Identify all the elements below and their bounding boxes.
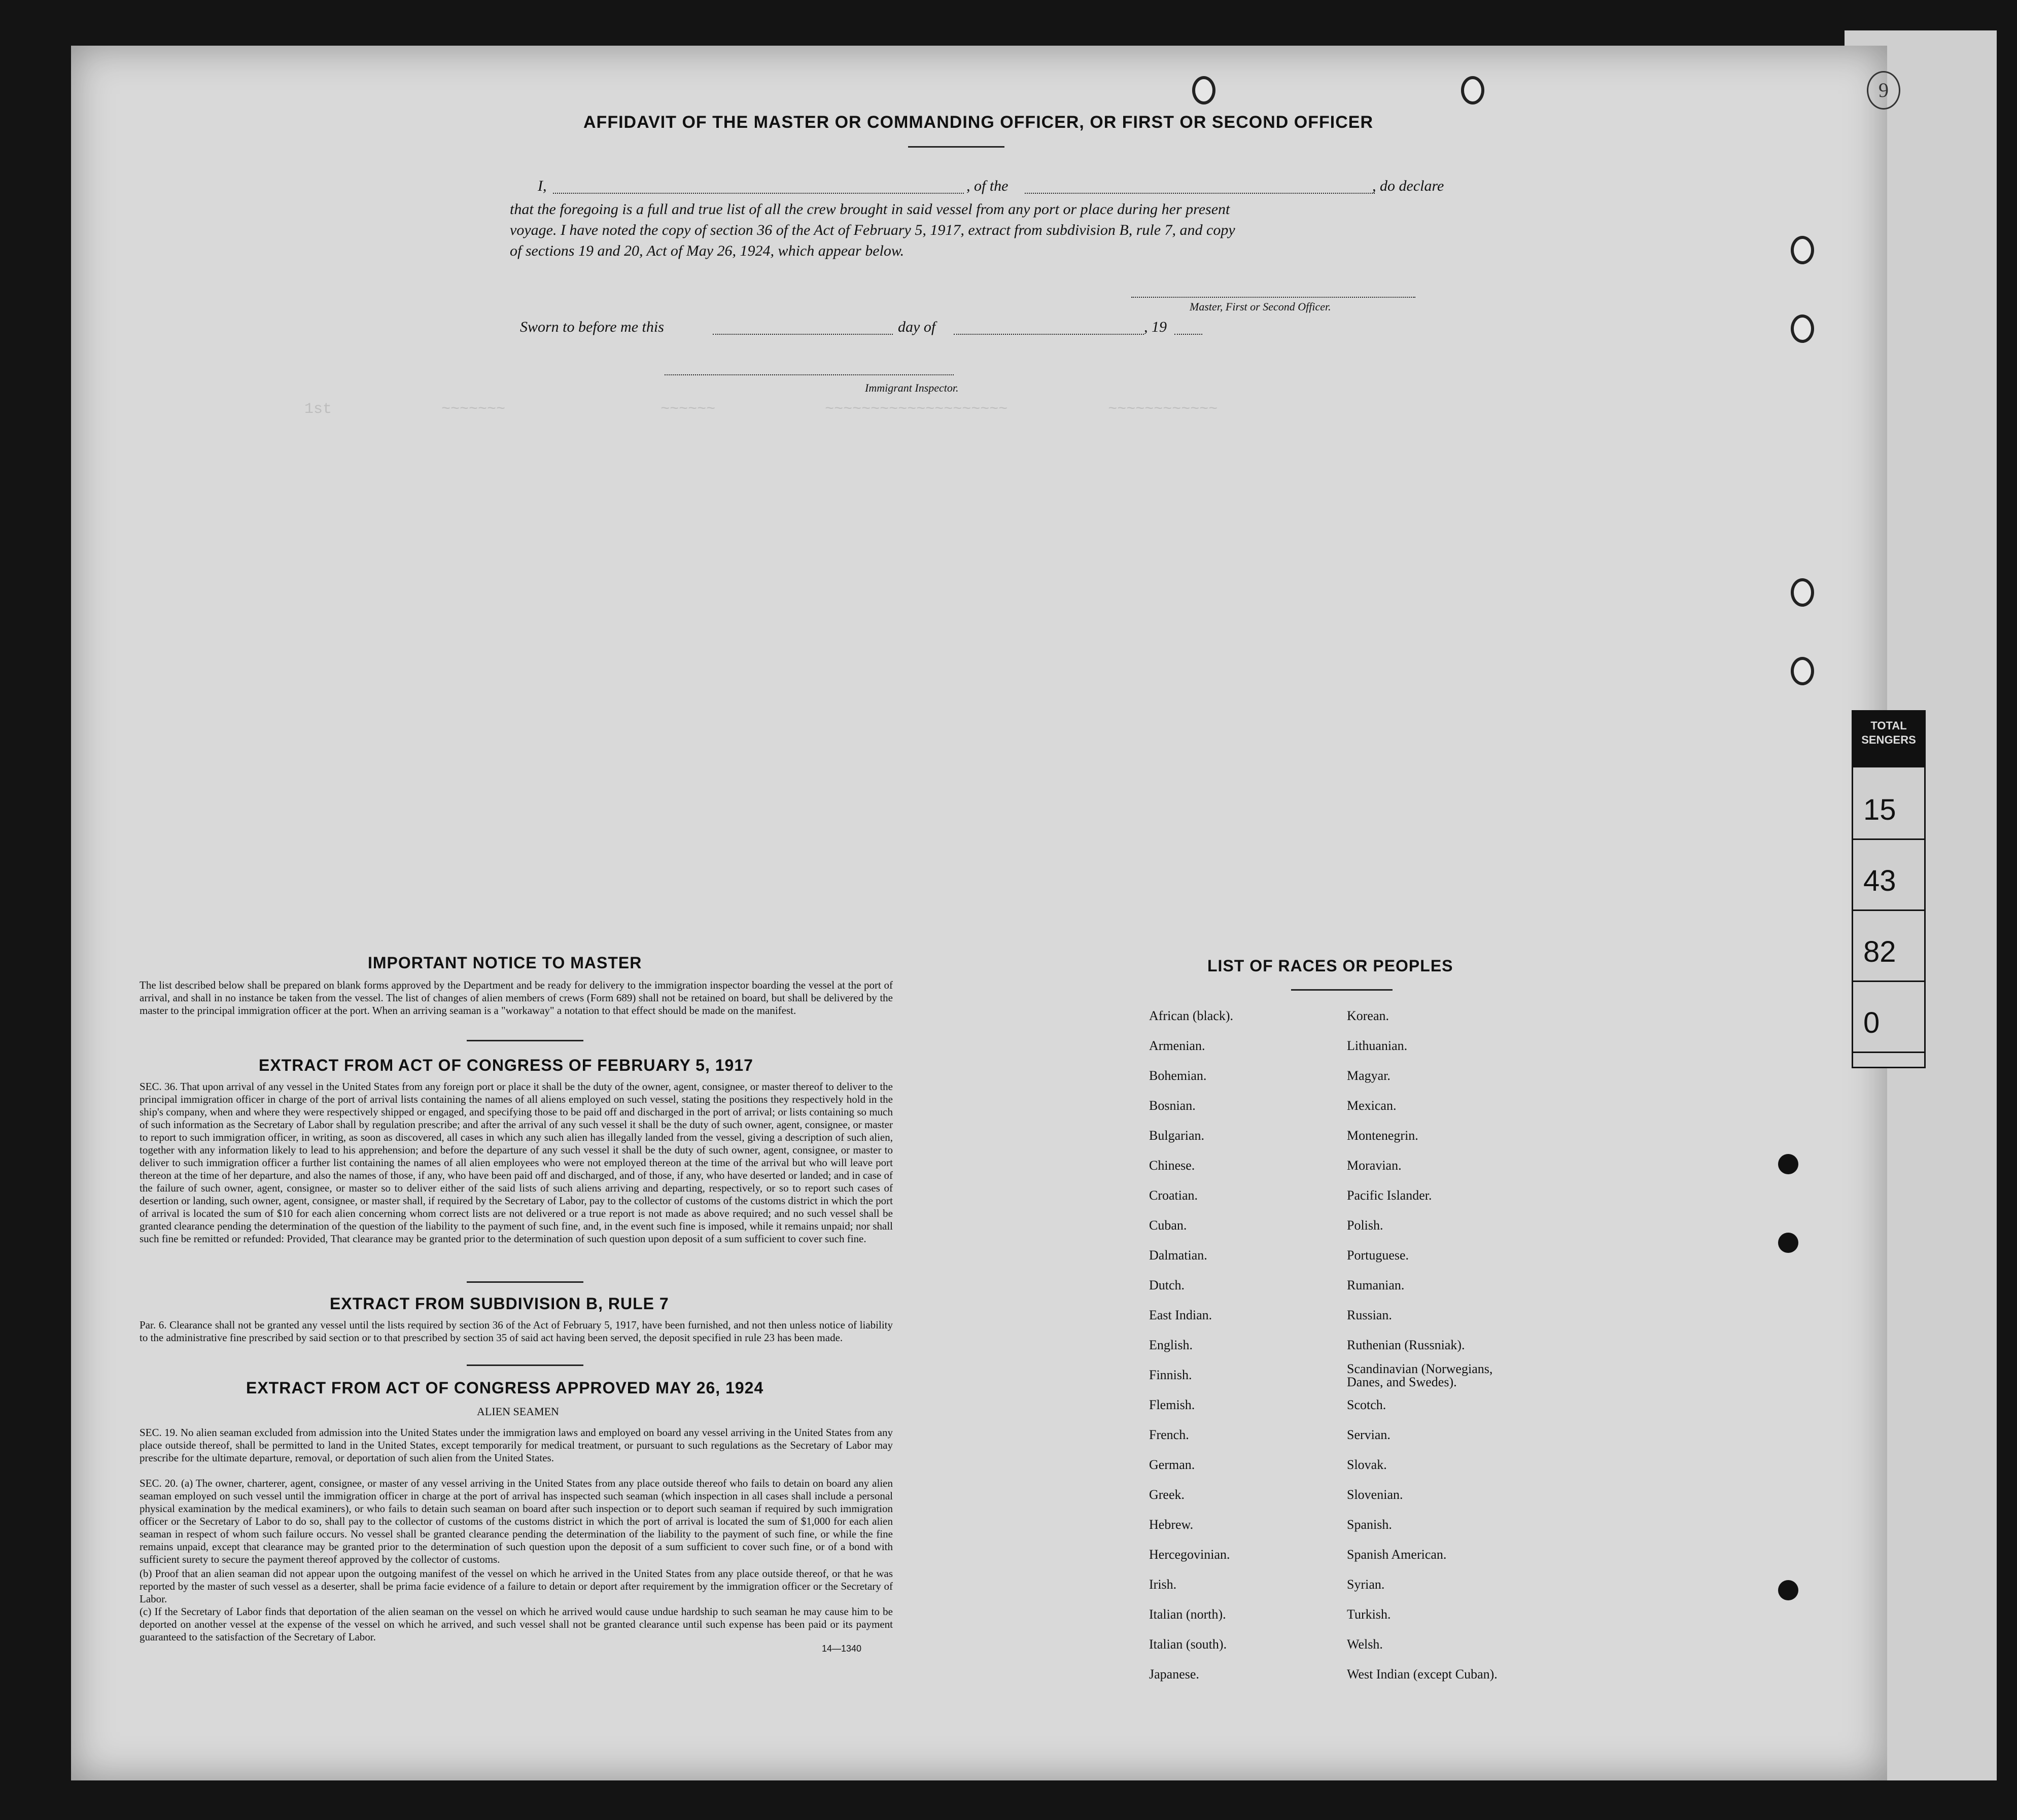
punch-dot [1778, 1580, 1798, 1600]
race-item: Japanese. [1149, 1667, 1199, 1682]
race-item: Pacific Islander. [1347, 1188, 1432, 1203]
day-of-label: day of [898, 319, 936, 335]
race-item: Bosnian. [1149, 1098, 1196, 1113]
punch-dot [1778, 1233, 1798, 1253]
race-item: French. [1149, 1427, 1189, 1442]
race-item: Turkish. [1347, 1607, 1391, 1622]
race-item: Bulgarian. [1149, 1128, 1205, 1143]
sworn-label: Sworn to before me this [520, 319, 664, 335]
race-item: Bohemian. [1149, 1068, 1207, 1083]
notice-title: IMPORTANT NOTICE TO MASTER [368, 954, 642, 972]
corner-mark: 9 [1867, 71, 1900, 110]
tally-divider [1853, 909, 1924, 911]
race-item: Ruthenian (Russniak). [1347, 1338, 1465, 1352]
notice-body: The list described below shall be prepared on blank forms approved by the Department and be ready for delivery to the immigration inspector boarding the vessel at the port of arrival, and shall in no instance be taken from the vessel. The list of changes of alien members of crews (Form 689) shall not be retained on board, but shall be delivered by the master to the principal immigration officer at the port. When an arriving seaman is a "workaway" a notation to that effect should be made on the manifest. [140, 979, 893, 1017]
race-item: West Indian (except Cuban). [1347, 1667, 1498, 1682]
race-item: Hercegovinian. [1149, 1547, 1230, 1562]
affidavit-title: AFFIDAVIT OF THE MASTER OR COMMANDING OFFICER, OR FIRST OR SECOND OFFICER [583, 113, 1373, 132]
race-item: Italian (north). [1149, 1607, 1226, 1622]
vessel-blank [1025, 193, 1375, 194]
race-item: Greek. [1149, 1487, 1185, 1502]
sworn-day-blank [713, 334, 893, 335]
race-item: German. [1149, 1457, 1195, 1472]
race-item: Russian. [1347, 1308, 1392, 1322]
extract-1917-body: SEC. 36. That upon arrival of any vessel in the United States from any foreign port or place it shall be the duty of the owner, agent, consignee, or master thereof to deliver to the principal immigration officer in charge of the port of arrival lists containing the names of all aliens employed on such vessel, stating the positions they respectively hold in the ship's company, when and where they were respectively shipped or engaged, and specifying those to be paid off and discharged in the port of arrival; or lists containing so much of such information as the Secretary of Labor shall by regulation prescribe; and after the arrival of any such vessel it shall be the duty of such owner, agent, consignee, or master to report to such immigration officer, in writing, as soon as discovered, all cases in which any such alien has illegally landed from the vessel, giving a description of such alien, together with any information likely to lead to his apprehension; and before the departure of any such vessel it shall be the duty of such owner, agent, consignee, or master to deliver to such immigration officer a further list containing the names of all alien employees who were not employed thereon at the time of the arrival but who will leave port thereon at the time of her departure, and also the names of those, if any, who have been paid off and discharged, and of those, if any, who have deserted or landed; and in case of the failure of such owner, agent, consignee, or master so to deliver either of the said lists of such aliens arriving and departing, respectively, or so to report such cases of desertion or landing, such owner, agent, consignee, or master shall, if required by the Secretary of Labor, pay to the collector of customs of the customs district in which the port of arrival is located the sum of $10 for each alien concerning whom correct lists are not delivered or a true report is not made as above required; and no such vessel shall be granted clearance pending the determination of the question of the liability to the payment of such fine, and, in the event such fine is imposed, while it remains unpaid; nor shall such fine be remitted or refunded: Provided, That clearance may be granted prior to the determination of such question upon deposit of a sum sufficient to cover such fine. [140, 1080, 893, 1245]
race-item: Spanish American. [1347, 1547, 1447, 1562]
race-item: Chinese. [1149, 1158, 1195, 1173]
race-item: Scandinavian (Norwegians, Danes, and Swedes). [1347, 1361, 1493, 1389]
race-item: Polish. [1347, 1218, 1383, 1233]
rule7-title: EXTRACT FROM SUBDIVISION B, RULE 7 [330, 1294, 669, 1313]
year-blank [1174, 334, 1202, 335]
affidavit-line2: that the foregoing is a full and true list of all the crew brought in said vessel from any port or place during her present [510, 201, 1230, 218]
inspector-signature-line [665, 374, 954, 375]
races-title-rule [1291, 989, 1393, 991]
section-rule [467, 1364, 583, 1366]
race-item: Mexican. [1347, 1098, 1397, 1113]
binder-hole [1461, 76, 1484, 104]
binder-hole [1791, 578, 1814, 607]
punch-dot [1778, 1154, 1798, 1174]
race-item: East Indian. [1149, 1308, 1212, 1322]
affidavit-line4: of sections 19 and 20, Act of May 26, 1924, which appear below. [510, 242, 905, 259]
race-item: Flemish. [1149, 1397, 1195, 1412]
extract-1924-subtitle: ALIEN SEAMEN [477, 1405, 559, 1418]
race-item: English. [1149, 1338, 1193, 1352]
race-item: Welsh. [1347, 1637, 1383, 1652]
name-blank [553, 193, 964, 194]
affidavit-do-declare: , do declare [1372, 178, 1444, 194]
race-item: Lithuanian. [1347, 1038, 1408, 1053]
race-item: Montenegrin. [1347, 1128, 1418, 1143]
race-item: Dalmatian. [1149, 1248, 1207, 1263]
sec19-body: SEC. 19. No alien seaman excluded from admission into the United States under the immigration laws and employed on board any vessel arriving in the United States from any place outside thereof, shall be permitted to land in the United States, except temporarily for medical treatment, or pursuant to such regulations as the Secretary of Labor may prescribe for the ultimate departure, removal, or deportation of such alien from the United States. [140, 1426, 893, 1464]
tally-value: 82 [1863, 935, 1896, 968]
rule7-body: Par. 6. Clearance shall not be granted any vessel until the lists required by section 36 of the Act of February 5, 1917, have been furnished, and not then unless notice of liability to the administrative fine prescribed by said section or to that prescribed by section 35 of said act having been served, the deposit specified in rule 23 has been made. [140, 1319, 893, 1344]
binder-hole [1791, 657, 1814, 685]
race-item: Slovenian. [1347, 1487, 1403, 1502]
binder-hole [1192, 76, 1215, 104]
tally-value: 15 [1863, 793, 1896, 826]
section-rule [467, 1281, 583, 1283]
race-item: Dutch. [1149, 1278, 1185, 1292]
race-item: Magyar. [1347, 1068, 1390, 1083]
form-number: 14—1340 [822, 1643, 862, 1654]
race-item: Scotch. [1347, 1397, 1386, 1412]
race-item: African (black). [1149, 1008, 1234, 1023]
affidavit-of-the: , of the [966, 178, 1008, 194]
master-signature-label: Master, First or Second Officer. [1190, 300, 1331, 313]
affidavit-line3: voyage. I have noted the copy of section 36 of the Act of February 5, 1917, extract from subdivision B, rule 7, and copy [510, 222, 1235, 238]
race-item: Armenian. [1149, 1038, 1205, 1053]
sec20a-body: SEC. 20. (a) The owner, charterer, agent, consignee, or master of any vessel arriving in the United States from any place outside thereof who fails to detain on board any alien seaman employed on such vessel until the immigration officer in charge at the port of arrival has inspected such seaman (which inspection in all cases shall include a personal physical examination by the medical examiners), or who fails to detain such seaman on board after such inspection or to deport such seaman if required by such immigration officer or the Secretary of Labor to do so, shall pay to the collector of customs of the customs district in which the port of arrival is located the sum of $1,000 for each alien seaman in respect of whom such failure occurs. No vessel shall be granted clearance pending the determination of the liability to the payment of such fine, or while the fine remains unpaid, except that clearance may be granted prior to the determination of such question upon the deposit of a sum sufficient to cover such fine, or of a bond with sufficient surety to secure the payment thereof approved by the collector of customs. [140, 1477, 893, 1565]
month-blank [954, 334, 1144, 335]
race-item: Spanish. [1347, 1517, 1392, 1532]
sec20c-body: (c) If the Secretary of Labor finds that deportation of the alien seaman on the vessel on which he arrived would cause undue hardship to such seaman he may cause him to be deported on another vessel at the expense of the vessel on which he arrived, and such vessel shall not be granted clearance until such expense has been paid or its payment guaranteed to the satisfaction of the Secretary of Labor. [140, 1605, 893, 1643]
sec20b-body: (b) Proof that an alien seaman did not appear upon the outgoing manifest of the vessel on which he arrived in the United States from any place outside thereof, or that he was reported by the master of such vessel as a deserter, shall be prima facie evidence of a failure to detain or deport after requirement by the immigration officer or the Secretary of Labor. [140, 1567, 893, 1605]
race-item: Portuguese. [1347, 1248, 1409, 1263]
extract-1924-title: EXTRACT FROM ACT OF CONGRESS APPROVED MAY 26, 1924 [246, 1379, 764, 1397]
affidavit-i-label: I, [538, 178, 547, 194]
bleed-through: 1st ~~~~~~~ ~~~~~~ ~~~~~~~~~~~~~~~~~~~~ ~~~~~~~~~~~~ [304, 401, 1218, 418]
race-item: Croatian. [1149, 1188, 1198, 1203]
section-rule [467, 1040, 583, 1041]
tally-value: 43 [1863, 864, 1896, 897]
race-item: Korean. [1347, 1008, 1389, 1023]
tally-divider [1853, 981, 1924, 982]
race-item: Hebrew. [1149, 1517, 1194, 1532]
tally-value: 0 [1863, 1006, 1880, 1039]
race-item: Irish. [1149, 1577, 1177, 1592]
race-item: Moravian. [1347, 1158, 1402, 1173]
binder-hole [1791, 314, 1814, 343]
extract-1917-title: EXTRACT FROM ACT OF CONGRESS OF FEBRUARY 5, 1917 [259, 1056, 753, 1074]
race-item: Slovak. [1347, 1457, 1387, 1472]
race-item: Rumanian. [1347, 1278, 1405, 1292]
tally-divider [1853, 1052, 1924, 1053]
total-passengers-box [1852, 710, 1926, 1068]
race-item: Finnish. [1149, 1368, 1192, 1382]
title-rule [908, 146, 1004, 148]
year-label: , 19 [1144, 319, 1167, 335]
race-item: Cuban. [1149, 1218, 1187, 1233]
tally-divider [1853, 838, 1924, 840]
races-title: LIST OF RACES OR PEOPLES [1207, 957, 1453, 975]
race-item: Syrian. [1347, 1577, 1385, 1592]
race-item: Italian (south). [1149, 1637, 1227, 1652]
master-signature-line [1131, 297, 1415, 298]
inspector-signature-label: Immigrant Inspector. [865, 381, 959, 394]
tally-header: TOTAL SENGERS [1853, 712, 1924, 767]
race-item: Servian. [1347, 1427, 1390, 1442]
binder-hole [1791, 236, 1814, 264]
